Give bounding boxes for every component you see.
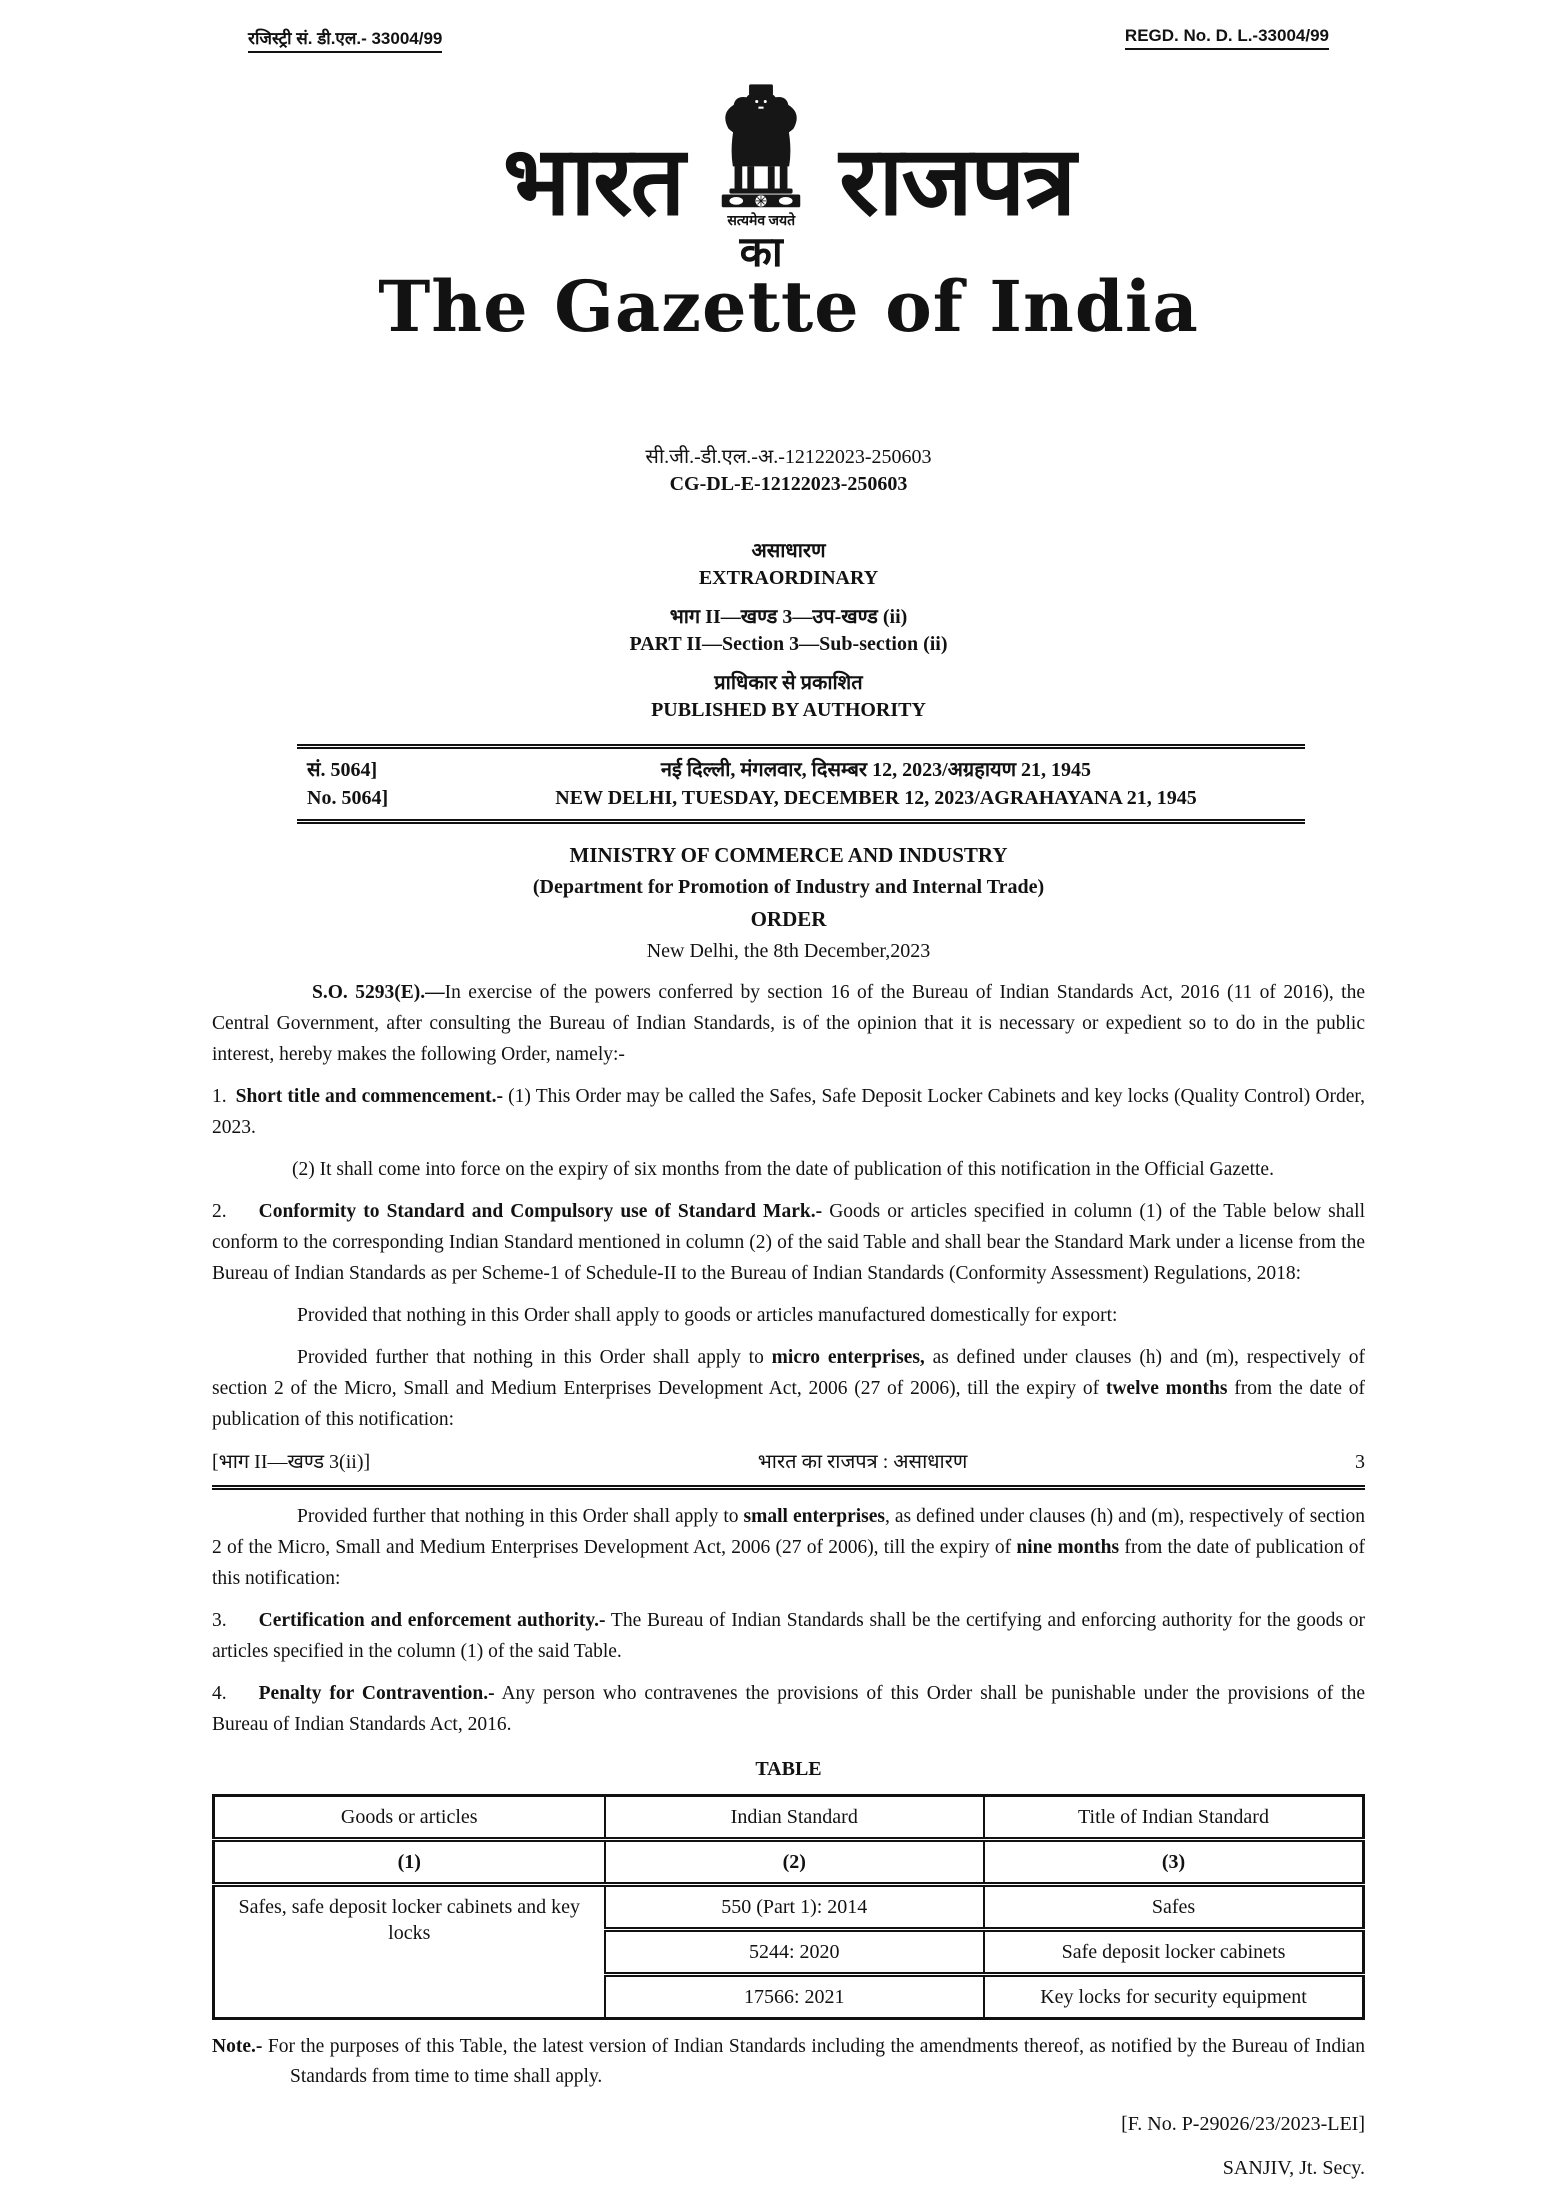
edition-part-hindi: भाग II—खण्ड 3—उप-खण्ड (ii) — [669, 605, 908, 628]
masthead-title-rajpatra: राजपत्र — [839, 123, 1075, 237]
signatory-name: SANJIV, Jt. Secy. — [1222, 2157, 1365, 2179]
file-number: [F. No. P-29026/23/2023-LEI] — [1121, 2113, 1365, 2135]
table-note: Note.- For the purposes of this Table, the latest version of Indian Standards including the amendments thereof, as notified by the Bureau of Indian Standards from time to time shall apply. — [212, 2035, 1365, 2087]
edition-extraordinary-hindi: असाधारण — [751, 539, 826, 562]
place-and-date: New Delhi, the 8th December,2023 — [646, 939, 931, 962]
col-num-1: (1) — [214, 1839, 605, 1884]
edition-part-english: PART II—Section 3—Sub-section (ii) — [629, 632, 948, 655]
cell-standard-title: Key locks for security equipment — [984, 1974, 1364, 2018]
cell-standard: 17566: 2021 — [605, 1974, 985, 2018]
cell-goods: Safes, safe deposit locker cabinets and key locks — [214, 1884, 605, 2018]
para-proviso-micro: Provided further that nothing in this Order shall apply to micro enterprises, as defined under clauses (h) and (m), respectively of section 2 of the Micro, Small and Medium Enterprises Development Act, 2006 (27 of 2006), till the expiry of twelve months from the date of publication of this notification: — [212, 1346, 1365, 1430]
gazette-code-hindi: सी.जी.-डी.एल.-अ.-12122023-250603 — [645, 445, 932, 468]
issue-line-box — [297, 744, 1305, 824]
cell-standard: 550 (Part 1): 2014 — [605, 1884, 985, 1929]
table-colnum-row — [214, 1839, 1364, 1884]
department-name: (Department for Promotion of Industry and Internal Trade) — [532, 875, 1045, 898]
para-4-penalty: 4. Penalty for Contravention.- Any person who contravenes the provisions of this Order shall be punishable under the provisions of the Bureau of Indian Standards Act, 2016. — [212, 1682, 1365, 1735]
cell-standard: 5244: 2020 — [605, 1929, 985, 1974]
clause-heading: Penalty for Contravention.- — [258, 1682, 495, 1704]
issue-number-hindi: सं. 5064] — [307, 758, 378, 781]
masthead — [212, 81, 1365, 348]
so-number: S.O. 5293(E).— — [312, 981, 445, 1003]
table-title: TABLE — [755, 1757, 822, 1780]
registry-number-hindi: रजिस्ट्री सं. डी.एल.- 33004/99 — [248, 26, 442, 53]
cell-standard-title: Safe deposit locker cabinets — [984, 1929, 1364, 1974]
col-num-3: (3) — [984, 1839, 1364, 1884]
para-proviso-small: Provided further that nothing in this Order shall apply to small enterprises, as defined under clauses (h) and (m), respectively of section 2 of the Micro, Small and Medium Enterprises Development Act, 2006 (27 of 2006), till the expiry of nine months from the date of publication of this notification: — [212, 1505, 1365, 1589]
col-header-goods: Goods or articles — [214, 1795, 605, 1839]
emblem-motto: सत्यमेव जयते — [727, 214, 796, 229]
standards-table — [212, 1794, 1365, 2020]
para-2-conformity: 2. Conformity to Standard and Compulsory use of Standard Mark.- Goods or articles specified in column (1) of the Table below shall conform to the corresponding Indian Standard mentioned in column (2) of the said Table and shall bear the Standard Mark under a license from the Bureau of Indian Standards as per Scheme-1 of Schedule-II to the Bureau of Indian Standards (Conformity Assessment) Regulations, 2018: — [212, 1200, 1365, 1284]
col-num-2: (2) — [605, 1839, 985, 1884]
clause-heading: Conformity to Standard and Compulsory use of Standard Mark.- — [258, 1200, 823, 1222]
table-header-row — [214, 1795, 1364, 1839]
gazette-code-block — [212, 444, 1365, 498]
para-1-sub-2: (2) It shall come into force on the expiry of six months from the date of publication of this notification in the Official Gazette. — [292, 1158, 1274, 1180]
edition-authority-hindi: प्राधिकार से प्रकाशित — [714, 671, 863, 694]
running-header-title: भारत का राजपत्र : असाधारण — [757, 1450, 968, 1473]
issue-date-english: NEW DELHI, TUESDAY, DECEMBER 12, 2023/AGRAHAYANA 21, 1945 — [555, 786, 1197, 809]
masthead-title-ka: का — [739, 230, 783, 276]
gazette-english-title: The Gazette of India — [378, 265, 1199, 348]
col-header-standard: Indian Standard — [605, 1795, 985, 1839]
table-row — [214, 1884, 1364, 1929]
running-header-part: [भाग II—खण्ड 3(ii)] — [212, 1450, 371, 1473]
edition-authority-english: PUBLISHED BY AUTHORITY — [651, 698, 926, 721]
para-so-5293: S.O. 5293(E).—In exercise of the powers conferred by section 16 of the Bureau of Indian Standards Act, 2016 (11 of 2016), the Central Government, after consulting the Bureau of Indian Standards, is of the opinion that it is necessary or expedient so to do in the public interest, hereby makes the following Order, namely:- — [212, 981, 1365, 1065]
clause-number: 1. — [212, 1085, 227, 1107]
edition-block — [212, 538, 1365, 724]
para-3-certification: 3. Certification and enforcement authority.- The Bureau of Indian Standards shall be the certifying and enforcing authority for the goods or articles specified in the column (1) of the said Table. — [212, 1609, 1366, 1662]
edition-extraordinary-english: EXTRAORDINARY — [698, 566, 879, 589]
clause-number: 3. — [212, 1609, 227, 1631]
clause-heading: Short title and commencement.- — [235, 1085, 503, 1107]
ministry-name: MINISTRY OF COMMERCE AND INDUSTRY — [569, 842, 1008, 867]
order-body — [212, 977, 1365, 2182]
para-proviso-export: Provided that nothing in this Order shall apply to goods or articles manufactured domestically for export: — [297, 1304, 1118, 1326]
masthead-title-bharat: भारत — [502, 123, 684, 237]
page-number: 3 — [1355, 1450, 1365, 1473]
page-3-running-header — [212, 1447, 1365, 1490]
clause-number: 2. — [212, 1200, 227, 1222]
ministry-block — [212, 842, 1365, 965]
col-header-title: Title of Indian Standard — [984, 1795, 1364, 1839]
signature-block — [212, 2111, 1365, 2181]
registry-number-english: REGD. No. D. L.-33004/99 — [1125, 26, 1329, 50]
cell-standard-title: Safes — [984, 1884, 1364, 1929]
issue-date-hindi: नई दिल्ली, मंगलवार, दिसम्बर 12, 2023/अग्रहायण 21, 1945 — [660, 758, 1092, 781]
document-type: ORDER — [750, 906, 827, 931]
registry-row — [212, 26, 1365, 53]
national-emblem-icon — [709, 81, 813, 209]
para-1-short-title: 1. Short title and commencement.- (1) This Order may be called the Safes, Safe Deposit Locker Cabinets and key locks (Quality Control) Order, 2023. — [212, 1085, 1365, 1138]
clause-number: 4. — [212, 1682, 227, 1704]
gazette-code-english: CG-DL-E-12122023-250603 — [669, 472, 908, 495]
issue-number-english: No. 5064] — [307, 786, 389, 809]
clause-heading: Certification and enforcement authority.- — [258, 1609, 606, 1631]
